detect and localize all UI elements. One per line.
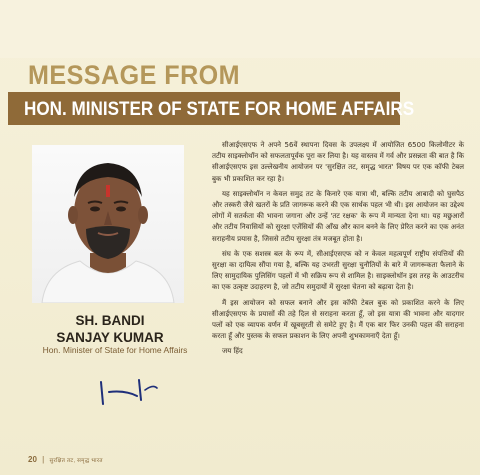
minister-name: [30, 312, 190, 346]
signature-graphic: [95, 374, 165, 414]
message-paragraph: यह साइक्लोथॉन न केवल समुद्र तट के किनारे एक यात्रा थी, बल्कि तटीय आबादी को घुसपैठ और तस्करी जैसे खतरों के प्रति जागरूक करने की एक सार्थक पहल भी थी। इस आयोजन का उद्देश्य लोगों में सतर्कता की भावना जगाना और उन्हें 'तट रक्षक' के रूप में मान्यता देना था। यह मछुआरों और तटीय निवासियों को सुरक्षा एजेंसियों की आँख और कान बनने के लिए प्रेरित करने का एक अनंत सराहनीय प्रयास है, जिससे तटीय सुरक्षा तंत्र मजबूत होता है।: [212, 189, 464, 243]
heading-message-from: MESSAGE FROM: [28, 60, 241, 90]
page-footer: [28, 455, 103, 464]
minister-designation: Hon. Minister of State for Home Affairs: [42, 345, 188, 355]
message-paragraph: संघ के एक सशस्त्र बल के रूप में, सीआईएसएफ को न केवल महत्वपूर्ण राष्ट्रीय संपत्तियों की सुरक्षा का दायित्व सौंपा गया है, बल्कि यह उभरती सुरक्षा चुनौतियों के बारे में जागरूकता फैलाने के लिए सामुदायिक पुलिसिंग पहलों में भी सक्रिय रूप से शामिल है। साइक्लोथॉन इस तरह के आउटरीच का एक उत्कृष्ट उदाहरण है, जो तटीय समुदायों में सुरक्षा चेतना को बढ़ावा देता है।: [212, 249, 464, 292]
message-body: [212, 140, 464, 362]
publication-title: सुरक्षित तट, समृद्ध भारत: [49, 458, 103, 464]
heading-minister-title: HON. MINISTER OF STATE FOR HOME AFFAIRS: [24, 99, 415, 120]
minister-name-line1: SH. BANDI: [75, 313, 145, 328]
minister-signature: [95, 374, 165, 418]
minister-photo: [32, 145, 184, 303]
message-paragraph: सीआईएसएफ ने अपने 56वें स्थापना दिवस के उपलक्ष्य में आयोजित 6500 किलोमीटर के तटीय साइक्लोथॉन को सफलतापूर्वक पूरा कर लिया है। यह वास्तव में गर्व और प्रसन्नता की बात है कि सीआईएसएफ इस उल्लेखनीय आयोजन पर 'सुरक्षित तट, समृद्ध भारत' विषय पर एक कॉफी टेबल बुक भी प्रकाशित कर रहा है।: [212, 141, 464, 183]
top-band: [0, 0, 480, 58]
minister-name-line2: SANJAY KUMAR: [56, 330, 164, 345]
message-paragraph: मैं इस आयोजन को सफल बनाने और इस कॉफी टेबल बुक को प्रकाशित करने के लिए सीआईएसएफ के प्रयासों की तहे दिल से सराहना करता हूँ, जो इस यात्रा की भावना और यादगार पलों को एक व्यापक वर्णन में खूबसूरती से समेटे हुए है। मैं एक बार फिर उनकी पहल की सराहना करता हूँ और पुस्तक के सफल प्रकाशन के लिए अपनी शुभकामनाएँ देता हूँ।: [212, 298, 464, 341]
page-number: 20: [28, 455, 37, 464]
portrait-illustration: [32, 145, 184, 303]
message-closing: जय हिंद: [222, 347, 243, 356]
footer-separator: |: [42, 455, 45, 464]
